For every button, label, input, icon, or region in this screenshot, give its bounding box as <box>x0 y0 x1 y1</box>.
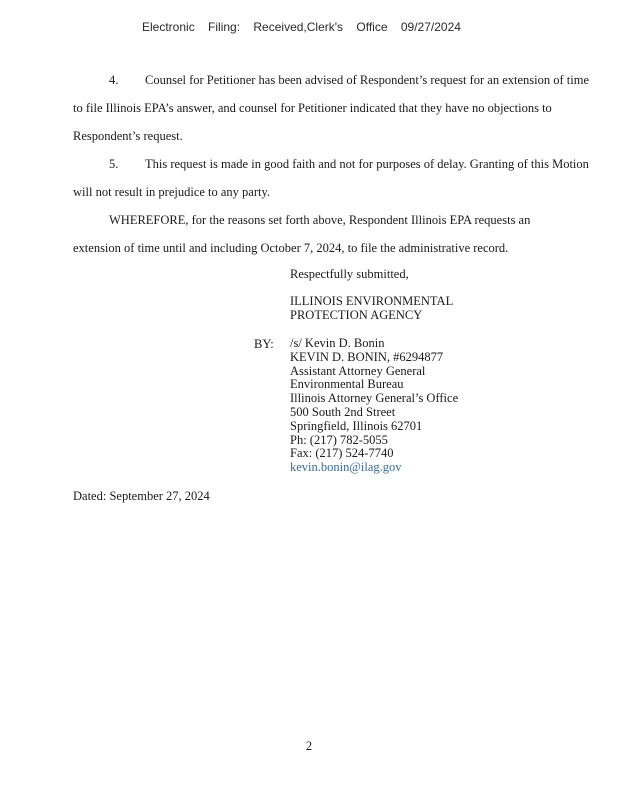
paragraph-4 <box>73 66 593 150</box>
agency-line2: PROTECTION AGENCY <box>290 307 423 322</box>
attorney-name: KEVIN D. BONIN, #6294877 <box>290 349 444 364</box>
paragraph-5 <box>73 150 593 206</box>
header-received: Received,Clerk's <box>253 20 344 34</box>
header-filing: Filing: <box>208 20 241 34</box>
city-address: Springfield, Illinois 62701 <box>290 418 423 433</box>
wherefore-line2: extension of time until and including October 7, 2024, to file the administrative record. <box>73 241 509 255</box>
bureau-name: Environmental Bureau <box>290 377 404 392</box>
agency-line1: ILLINOIS ENVIRONMENTAL <box>290 294 454 308</box>
paragraph-5-rest: Motion will not result in prejudice to any party. <box>73 157 589 199</box>
paragraph-4-number: 4. <box>109 73 119 87</box>
wherefore-line1: WHEREFORE, for the reasons set forth above, Respondent Illinois EPA requests an <box>109 213 531 227</box>
phone-number: Ph: (217) 782-5055 <box>290 432 388 447</box>
street-address: 500 South 2nd Street <box>290 404 396 419</box>
email-link[interactable]: kevin.bonin@ilag.gov <box>290 460 402 475</box>
closing-text: Respectfully submitted, <box>290 267 409 281</box>
paragraph-5-number: 5. <box>109 157 119 171</box>
signed-name: /s/ Kevin D. Bonin <box>290 336 385 350</box>
by-label: BY: <box>254 337 274 351</box>
signature-closing <box>290 268 409 282</box>
filing-header <box>142 20 471 34</box>
header-office: Office <box>356 20 388 34</box>
paragraph-4-line1: Counsel for Petitioner has been advised of Respondent’s request for an extension <box>145 73 551 87</box>
header-date: 09/27/2024 <box>400 20 461 34</box>
signature-block <box>290 337 458 475</box>
paragraph-5-line1: This request is made in good faith and not for purposes of delay. Granting of this <box>145 157 549 171</box>
page-number: 2 <box>305 739 313 753</box>
attorney-title: Assistant Attorney General <box>290 363 426 378</box>
fax-number: Fax: (217) 524-7740 <box>290 446 394 461</box>
dated-line: Dated: September 27, 2024 <box>73 489 210 503</box>
header-electronic: Electronic <box>142 20 195 34</box>
agency-block <box>290 295 453 323</box>
office-name: Illinois Attorney General’s Office <box>290 391 459 406</box>
wherefore-paragraph <box>73 206 593 262</box>
paragraph-4-rest: of time to file Illinois EPA’s answer, and counsel for Petitioner indicated that they have no objections to Respondent’s request. <box>73 73 590 143</box>
